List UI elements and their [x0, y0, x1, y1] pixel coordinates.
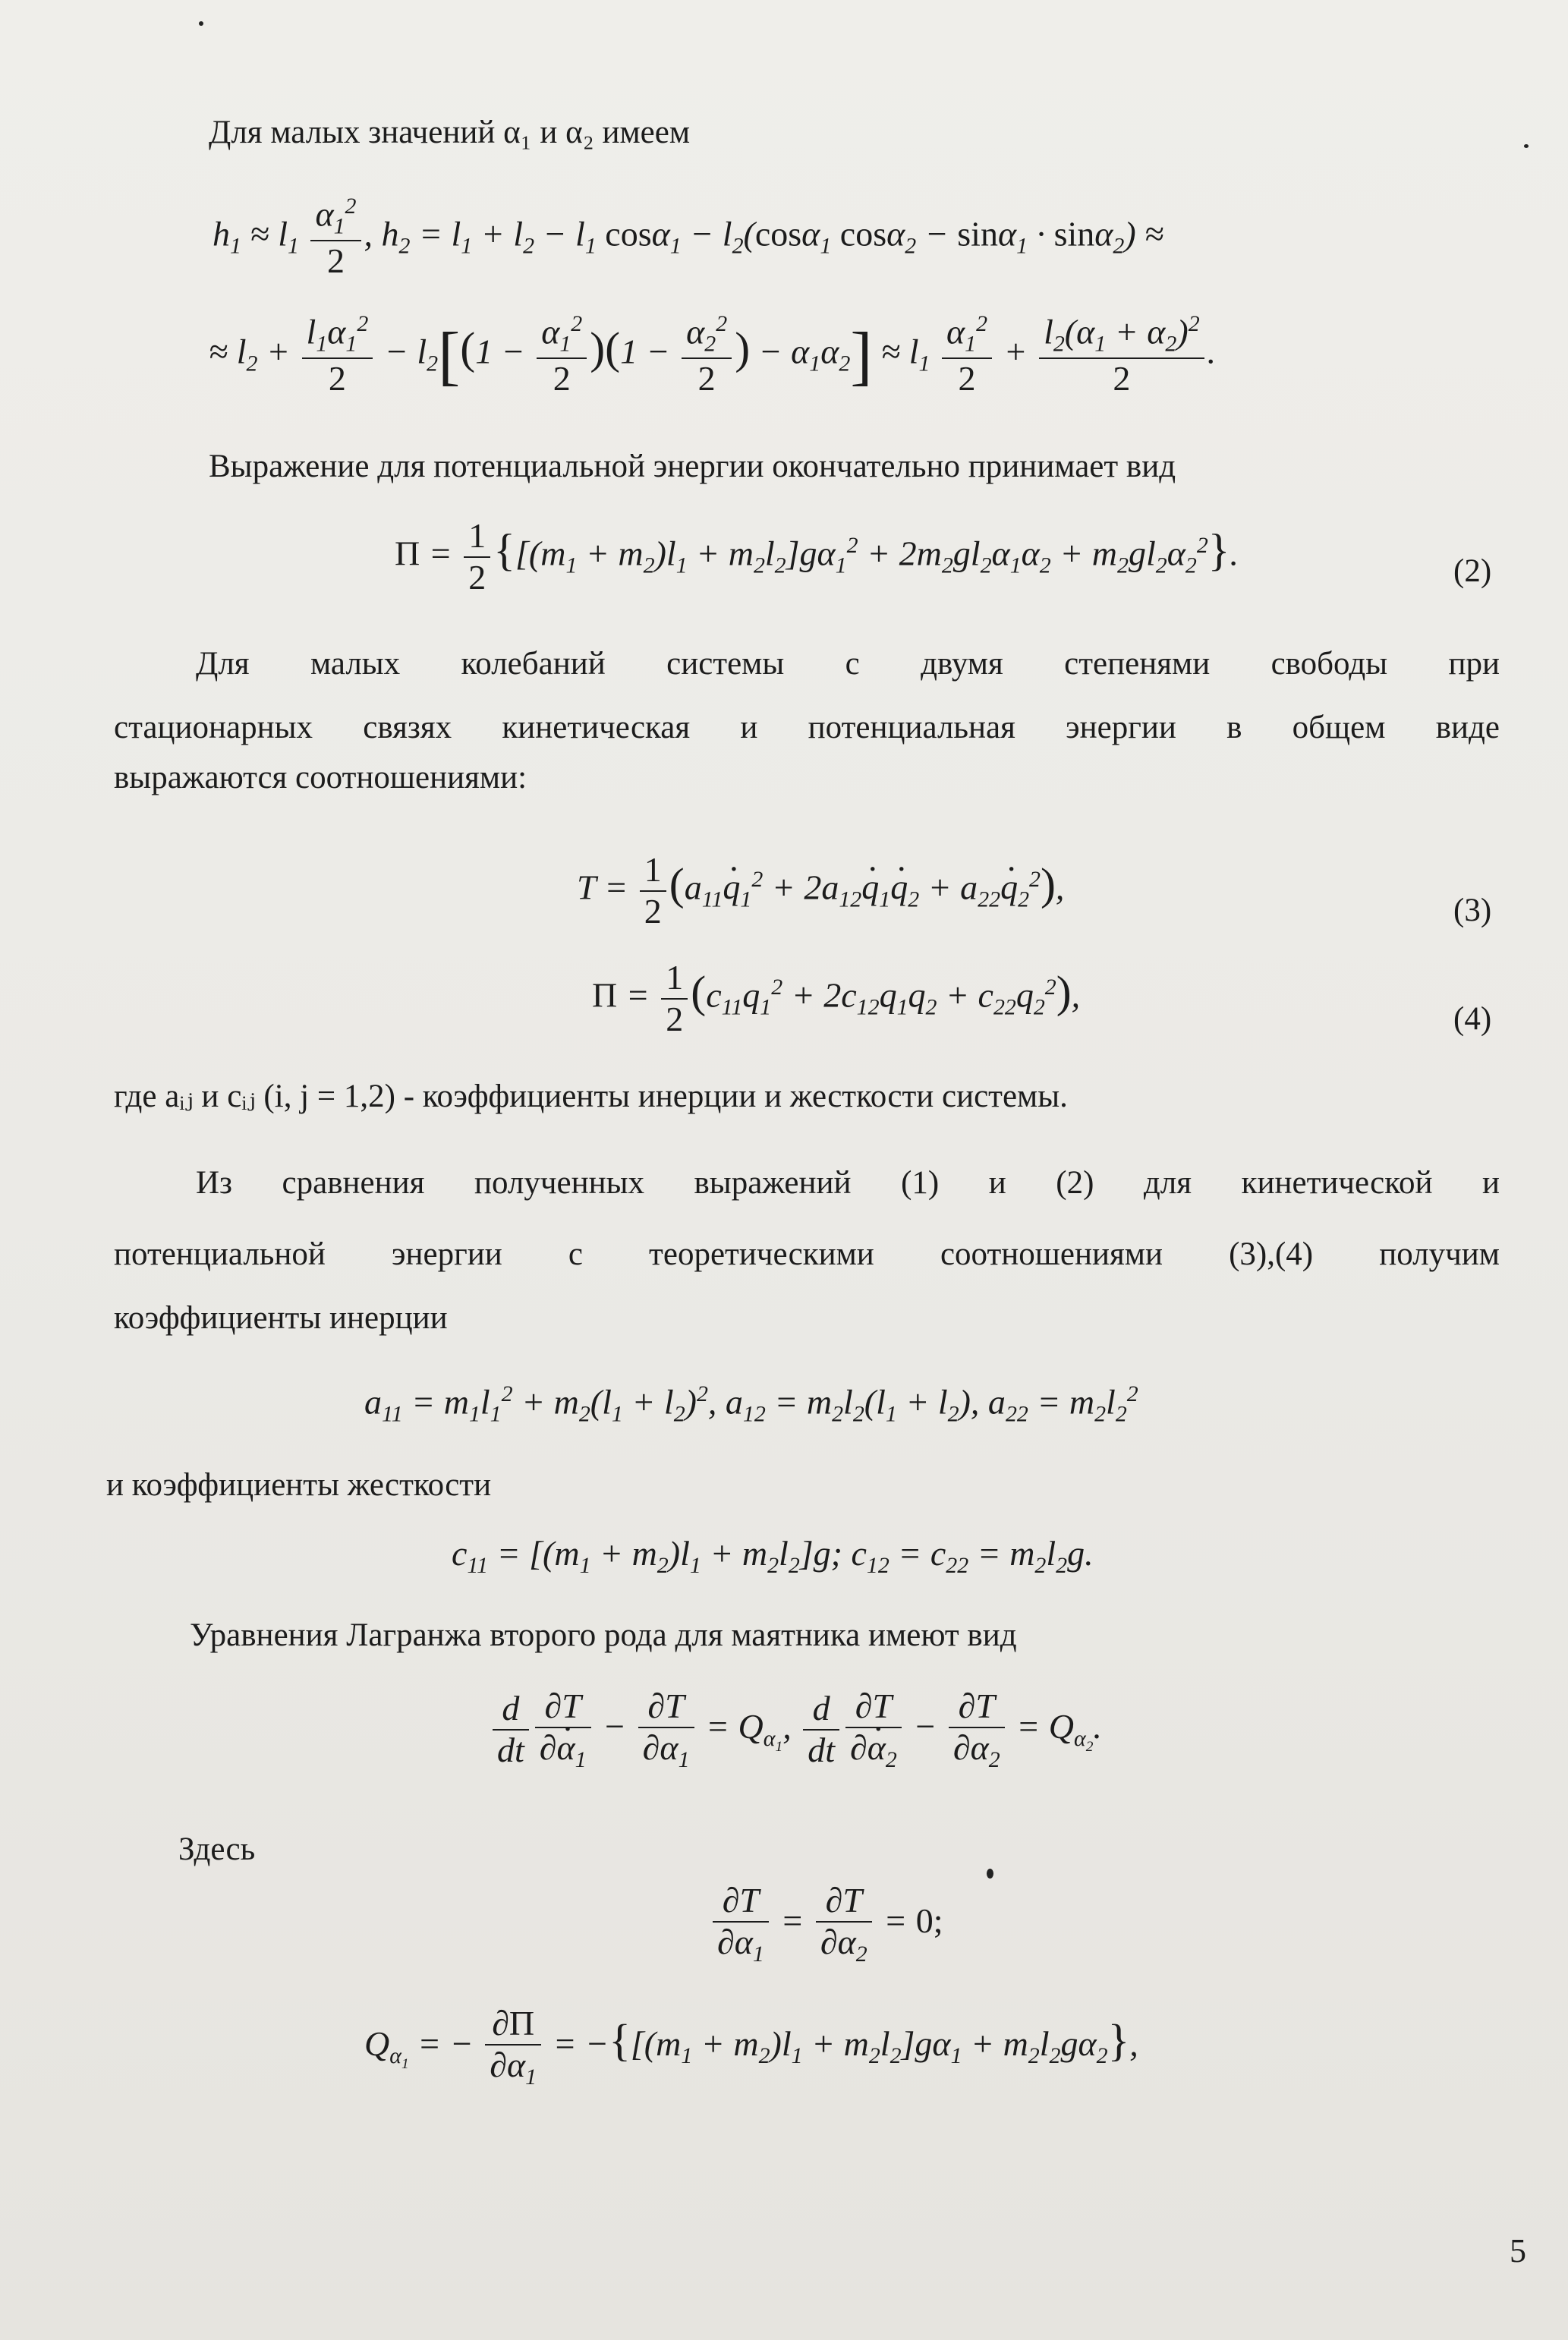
paragraph-line: Из сравнения полученных выражений (1) и (2) для кинетической и [196, 1165, 1500, 1201]
paragraph-line: коэффициенты инерции [114, 1299, 448, 1336]
paragraph-lagrange [0, 1615, 1568, 1656]
paragraph-here [0, 1829, 1568, 1870]
equation-potential-general: П = $\frac{1}{2}$ $(c_{11}q_1^2 + 2c_{12}q_1q_2 + c_{22}q_2^2)$, [592, 958, 1081, 1038]
paragraph-line: потенциальной энергии с теоретическими соотношениями (3),(4) получим [114, 1236, 1500, 1272]
paper-speck [987, 1869, 993, 1879]
paragraph-text: Для малых значений α₁ и α₂ имеем [209, 115, 691, 150]
equation-potential-energy: П = $\frac{1}{2}$ $\{[(m_1 + m_2)l_1 + m_2l_2]g\alpha_1^2 + 2m_2gl_2\alpha_1\alpha_2 + m_2gl_2\alpha_2^2\}$. [395, 516, 1239, 597]
equation-inertia-coefficients: $a_{11} = m_1l_1^2 + m_2(l_1 + l_2)^2$, $a_{12} = m_2l_2(l_1 + l_2)$, $a_{22} = m_2l_2^2$ [364, 1381, 1138, 1427]
equation-lagrange: $\frac{d}{dt}$ $\frac{\partial T}{\partial\cdot \alpha_1}$ − $\frac{\partial T}{\partial\alpha_1}$ = $Q_{\alpha_1}$, $\frac{d}{dt}$ $\frac{\partial T}{\partial\cdot \alpha_2}$ − $\frac{\partial T}{\partial\alpha_2}$ = $Q_{\alpha_2}$. [0, 1687, 1568, 1773]
page-number: 5 [1510, 2232, 1526, 2269]
paragraph-comparison [0, 1163, 1568, 1338]
paragraph-coefficients-note [0, 1076, 1568, 1117]
equation-h-definitions: $h_1 \approx l_1$ $\frac{\alpha_1^2}{2}$ , $h_2 = l_1 + l_2 - l_1$ $\cos\alpha_1 - l_2(\cos\alpha_1$ cosα$_2$ − sinα$_1$ · sinα$_2$) ≈ [213, 194, 1164, 280]
paragraph-text: Выражение для потенциальной энергии окончательно принимает вид [209, 449, 1176, 484]
equation-number: (3) [1453, 893, 1492, 928]
paragraph-stiffness [0, 1465, 1568, 1506]
paragraph-line: Для малых колебаний системы с двумя степенями свободы при [196, 646, 1500, 682]
paragraph-small-values [0, 112, 1568, 153]
paragraph-text: Уравнения Лагранжа второго рода для маятника имеют вид [190, 1617, 1017, 1653]
paragraph-line: выражаются соотношениями: [114, 759, 527, 795]
paragraph-text: где aᵢⱼ и cᵢⱼ (i, j = 1,2) - коэффициенты инерции и жесткости системы. [114, 1079, 1068, 1114]
equation-generalized-force: $Q_{\alpha_1}$ = − $\frac{\partial П}{\partial\alpha_1}$ = $-\{[(m_1 + m_2)l_1 + m_2l_2]g\alpha_1 + m_2l_2g\alpha_2\}$, [364, 2004, 1138, 2090]
paper-speck [199, 21, 203, 26]
paragraph-text: и коэффициенты жесткости [106, 1467, 492, 1503]
paper-speck [1524, 144, 1529, 148]
equation-number: (2) [1453, 553, 1492, 589]
paragraph-small-oscillations [0, 644, 1568, 798]
paragraph-line: стационарных связях кинетическая и потенциальная энергии в общем виде [114, 709, 1500, 745]
equation-derivatives-zero: $\frac{\partial T}{\partial\alpha_1}$ = $\frac{\partial T}{\partial\alpha_2}$ = 0; [0, 1881, 1568, 1967]
equation-number: (4) [1453, 1001, 1492, 1037]
equation-stiffness-coefficients: $c_{11} = [(m_1 + m_2)l_1 + m_2l_2]g$; $c_{12} = c_{22} = m_2l_2g$. [452, 1534, 1094, 1579]
paragraph-potential-energy [0, 446, 1568, 487]
equation-kinetic-energy: T = $\frac{1}{2}$ $(a_{11}\cdot q_1^2 + 2a_{12}\cdot q_1\cdot q_2 + a_{22}\cdot q_2^2)$, [0, 850, 1568, 932]
paragraph-text: Здесь [178, 1831, 256, 1867]
equation-h2-approximation: ≈ $l_2$ + $\frac{l_1\alpha_1^2}{2}$ − $l_2[(1$ − $\frac{\alpha_1^2}{2}$ )(1 − $\frac{\alpha_2^2}{2}$ ) − $\alpha_1\alpha_2] \approx l_1$ $\frac{\alpha_1^2}{2}$ + $\frac{l_2(\alpha_1 + \alpha_2)^2}{2}$ . [209, 311, 1217, 398]
